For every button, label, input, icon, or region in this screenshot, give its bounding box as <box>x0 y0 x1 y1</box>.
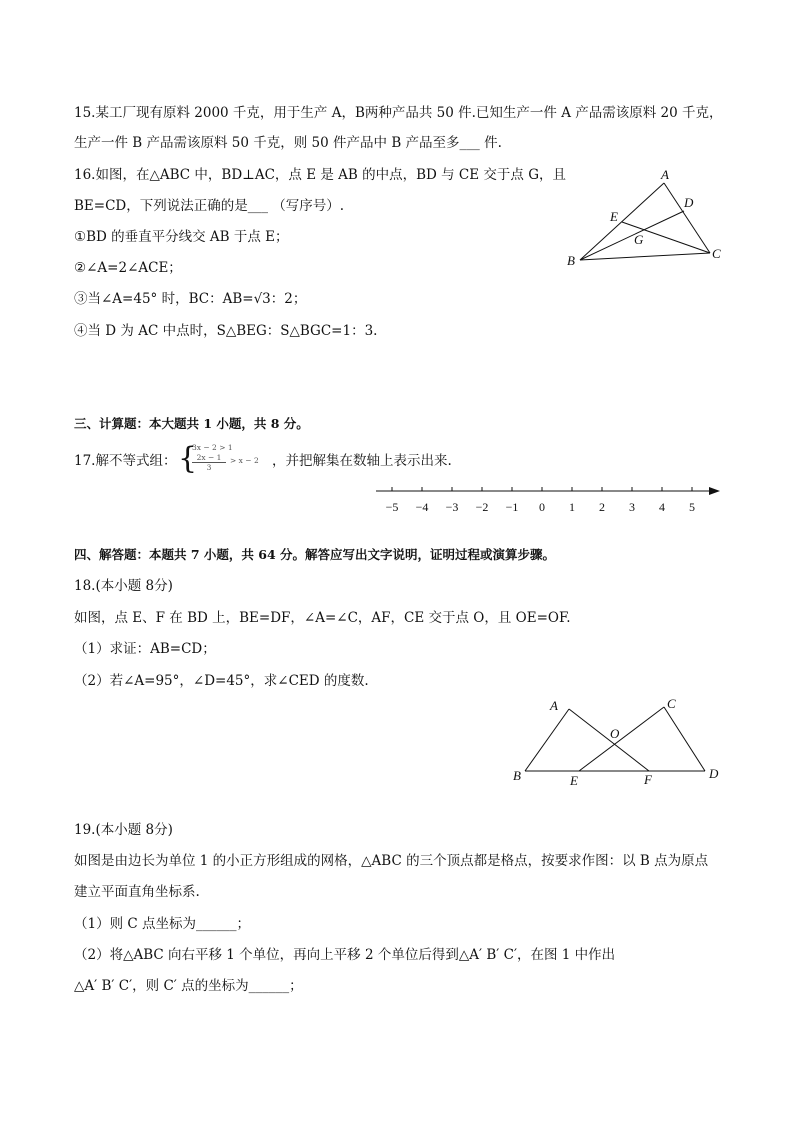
q17-number-line <box>370 478 730 518</box>
q17-inequality-1: 3x − 2 > 1 <box>192 443 233 452</box>
q18-label-c: C <box>667 696 676 711</box>
q19-part-1: （1）则 C 点坐标为______； <box>74 916 251 932</box>
arrow-right-icon <box>709 487 720 495</box>
number-line-tick-label: −5 <box>385 500 399 514</box>
q18-figure <box>505 695 730 790</box>
section-4-heading: 四、解答题：本题共 7 小题，共 64 分。解答应写出文字说明，证明过程或演算步骤。 <box>74 547 556 562</box>
q16-option-1: ①BD 的垂直平分线交 AB 于点 E； <box>74 229 289 245</box>
number-line-tick-label: 0 <box>539 500 545 514</box>
q19-title: 19.(本小题 8分) <box>74 822 173 838</box>
q18-label-e: E <box>570 773 578 788</box>
q15-line1: 15.某工厂现有原料 2000 千克，用于生产 A，B两种产品共 50 件.已知生产一件 A 产品需该原料 20 千克， <box>74 105 723 121</box>
q16-option-2: ②∠A=2∠ACE； <box>74 260 182 276</box>
q19-line-2: 建立平面直角坐标系. <box>74 884 200 900</box>
number-line-tick-label: 3 <box>629 500 635 514</box>
q16-triangle-figure <box>560 165 730 270</box>
q18-part-2: （2）若∠A=95°，∠D=45°，求∠CED 的度数. <box>74 673 369 689</box>
q16-label-g: G <box>634 232 644 247</box>
q16-option-4: ④当 D 为 AC 中点时，S△BEG：S△BGC=1：3. <box>74 323 378 339</box>
number-line-tick-label: −2 <box>475 500 489 514</box>
q17-fraction <box>192 453 226 472</box>
q16-label-a: A <box>661 167 669 182</box>
q16-line1: 16.如图，在△ABC 中，BD⊥AC，点 E 是 AB 的中点，BD 与 CE 交于点 G，且 <box>74 167 566 183</box>
number-line-tick-label: 1 <box>569 500 575 514</box>
q18-label-a: A <box>550 698 558 713</box>
brace-icon: { <box>178 441 198 476</box>
q15-line2: 生产一件 B 产品需该原料 50 千克，则 50 件产品中 B 产品至多___ 件. <box>74 135 502 151</box>
q16-label-b: B <box>567 253 575 268</box>
q16-label-d: D <box>684 195 694 210</box>
q18-label-d: D <box>709 766 719 781</box>
q17-inequality-2-rest: > x − 2 <box>230 456 259 465</box>
number-line-tick-label: 5 <box>689 500 695 514</box>
q16-label-c: C <box>712 246 721 261</box>
q16-line2: BE=CD，下列说法正确的是___ （写序号）. <box>74 198 345 214</box>
q17-prefix: 17.解不等式组： <box>74 453 177 469</box>
q16-option-3: ③当∠A=45° 时，BC：AB=√3：2； <box>74 291 307 307</box>
number-line-tick-label: −3 <box>445 500 459 514</box>
q18-label-f: F <box>644 772 652 787</box>
q18-label-o: O <box>610 726 620 741</box>
number-line-tick-label: −1 <box>505 500 519 514</box>
q17-suffix: ，并把解集在数轴上表示出来. <box>272 453 452 469</box>
number-line-tick-label: 4 <box>659 500 665 514</box>
number-line-tick-label: 2 <box>599 500 605 514</box>
q16-label-e: E <box>610 209 618 224</box>
q19-line-1: 如图是由边长为单位 1 的小正方形组成的网格，△ABC 的三个顶点都是格点，按要求作图：以 B 点为原点 <box>74 853 709 869</box>
q17-fraction-denominator: 3 <box>206 463 212 472</box>
q18-stem: 如图，点 E、F 在 BD 上，BE=DF，∠A=∠C，AF，CE 交于点 O，且 OE=OF. <box>74 610 571 626</box>
q19-part-2b: △A′ B′ C′，则 C′ 点的坐标为______； <box>74 978 303 994</box>
q17-fraction-numerator: 2x − 1 <box>192 453 226 463</box>
section-3-heading: 三、计算题：本大题共 1 小题，共 8 分。 <box>74 416 309 431</box>
q17-inequality-system <box>178 443 268 477</box>
number-line-tick-label: −4 <box>415 500 429 514</box>
q18-part-1: （1）求证：AB=CD； <box>74 641 216 657</box>
q18-label-b: B <box>513 768 521 783</box>
q18-title: 18.(本小题 8分) <box>74 578 173 594</box>
q19-part-2a: （2）将△ABC 向右平移 1 个单位，再向上平移 2 个单位后得到△A′ B′ C′，在图 1 中作出 <box>74 947 616 963</box>
